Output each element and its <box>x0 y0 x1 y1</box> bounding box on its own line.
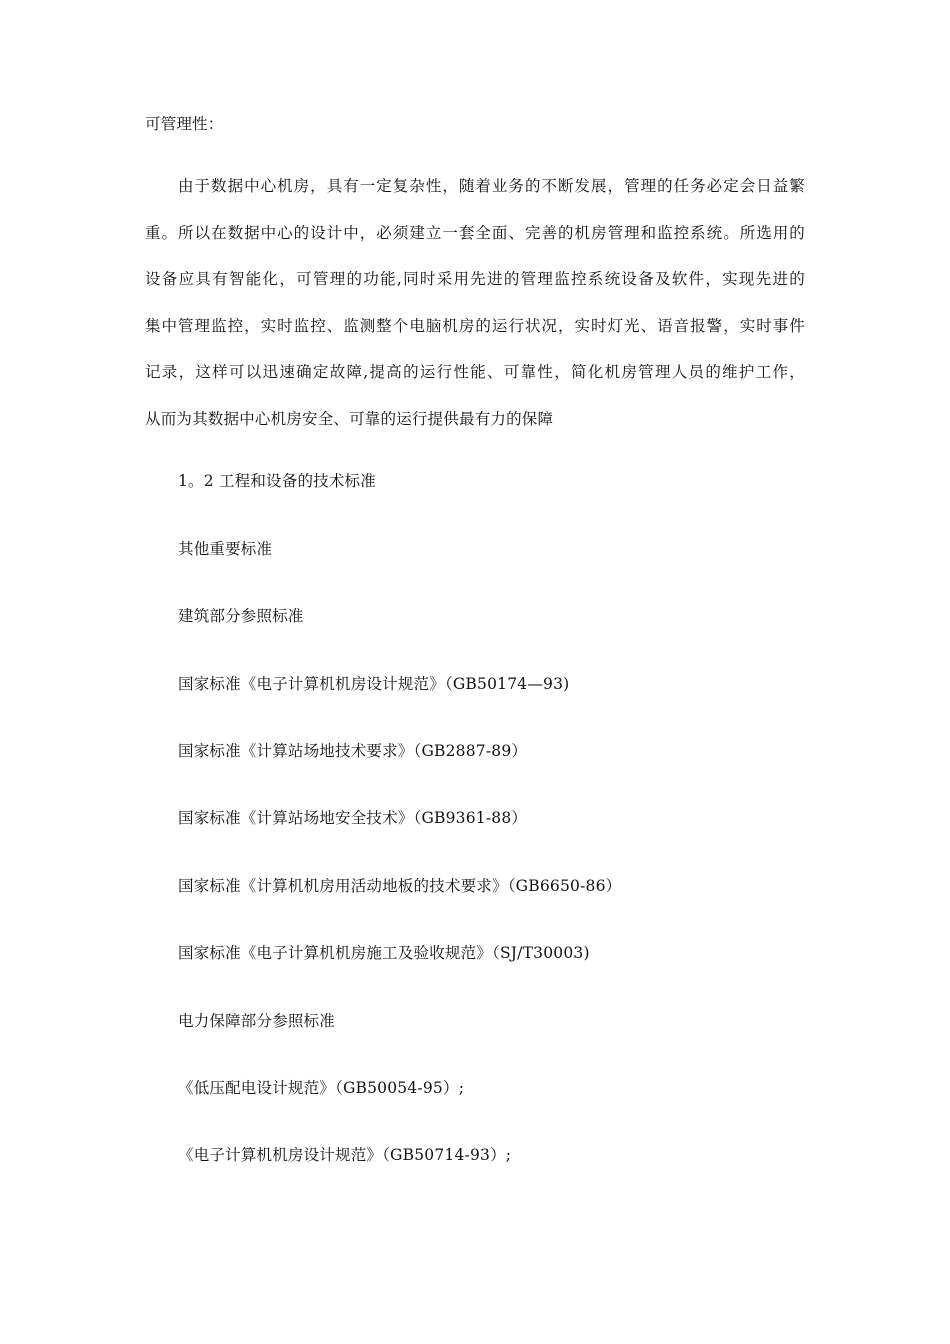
paragraph-line: 由于数据中心机房，具有一定复杂性，随着业务的不断发展，管理的任务必定会日益繁 <box>178 177 805 195</box>
list-item: 电力保障部分参照标准 <box>178 1012 336 1030</box>
section-heading: 可管理性： <box>145 115 224 133</box>
paragraph-line: 重。所以在数据中心的设计中，必须建立一套全面、完善的机房管理和监控系统。所选用的 <box>145 223 805 242</box>
list-item: 《低压配电设计规范》（GB50054-95）; <box>178 1079 465 1097</box>
list-item: 国家标准《计算站场地安全技术》（GB9361-88） <box>178 809 528 827</box>
list-item: 国家标准《计算站场地技术要求》（GB2887-89） <box>178 742 528 760</box>
body-paragraph <box>145 176 805 456</box>
list-item: 国家标准《电子计算机机房施工及验收规范》（SJ/T30003) <box>178 944 590 962</box>
list-item: 建筑部分参照标准 <box>178 607 304 625</box>
list-item: 《电子计算机机房设计规范》（GB50714-93）; <box>178 1146 512 1164</box>
list-item: 其他重要标准 <box>178 540 273 558</box>
list-item: 国家标准《电子计算机机房设计规范》（GB50174—93) <box>178 675 570 693</box>
paragraph-line: 从而为其数据中心机房安全、可靠的运行提供最有力的保障 <box>145 409 554 428</box>
paragraph-line: 记录，这样可以迅速确定故障,提高的运行性能、可靠性，简化机房管理人员的维护工作， <box>145 363 805 382</box>
list-item: 国家标准《计算机机房用活动地板的技术要求》（GB6650-86） <box>178 877 622 895</box>
paragraph-line: 集中管理监控，实时监控、监测整个电脑机房的运行状况，实时灯光、语音报警，实时事件 <box>145 316 805 335</box>
subsection-title: 1。2 工程和设备的技术标准 <box>178 472 376 490</box>
paragraph-line: 设备应具有智能化，可管理的功能,同时采用先进的管理监控系统设备及软件，实现先进的 <box>145 270 805 289</box>
